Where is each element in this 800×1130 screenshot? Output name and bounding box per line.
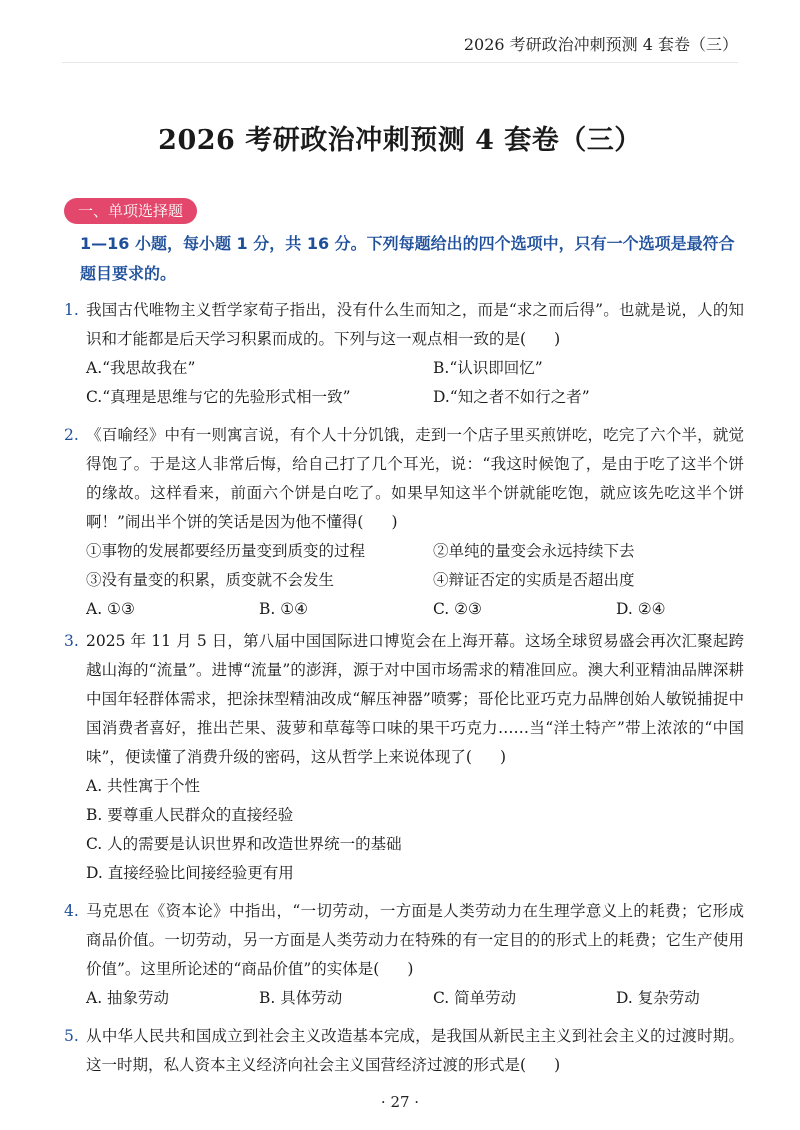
- option-a[interactable]: A. 共性寓于个性: [86, 777, 201, 795]
- statement-list: [86, 537, 744, 595]
- option-b[interactable]: B. 具体劳动: [259, 989, 343, 1007]
- section-badge: 一、单项选择题: [64, 198, 197, 224]
- option-b[interactable]: B. ①④: [259, 600, 309, 618]
- question-stem: [64, 1022, 744, 1080]
- option-d[interactable]: D. 复杂劳动: [616, 989, 700, 1007]
- option-c[interactable]: C. 简单劳动: [433, 989, 517, 1007]
- question-1: [64, 296, 744, 412]
- statement-3: ③没有量变的积累，质变就不会发生: [86, 571, 335, 589]
- question-number: 1.: [64, 301, 79, 319]
- option-b[interactable]: B.“认识即回忆”: [433, 359, 543, 377]
- option-list: [86, 772, 744, 888]
- stem-close: ): [554, 330, 561, 348]
- question-stem: [64, 421, 744, 537]
- stem-close: ): [391, 513, 398, 531]
- stem-close: ): [407, 960, 414, 978]
- question-stem: [64, 296, 744, 354]
- statement-4: ④辩证否定的实质是否超出度: [433, 571, 635, 589]
- option-c[interactable]: C. ②③: [433, 600, 482, 618]
- statement-1: ①事物的发展都要经历量变到质变的过程: [86, 542, 366, 560]
- question-5: [64, 1022, 744, 1080]
- option-d[interactable]: D. ②④: [616, 600, 666, 618]
- header-divider: [62, 62, 738, 63]
- stem-close: ): [499, 748, 507, 766]
- option-d[interactable]: D.“知之者不如行之者”: [433, 388, 590, 406]
- question-3: [64, 627, 744, 888]
- question-number: 3.: [64, 632, 79, 650]
- question-stem: [64, 627, 744, 772]
- stem-close: ): [554, 1056, 561, 1074]
- statement-2: ②单纯的量变会永远持续下去: [433, 542, 635, 560]
- question-4: [64, 897, 744, 1013]
- stem-text: 马克思在《资本论》中指出，“一切劳动，一方面是人类劳动力在生理学意义上的耗费；它形成商品价值。一切劳动，另一方面是人类劳动力在特殊的有一定目的的形式上的耗费；它生产使用价值”。这里所论述的“商品价值”的实体是(: [86, 902, 744, 978]
- question-2: [64, 421, 744, 624]
- option-list: [86, 595, 744, 624]
- question-number: 4.: [64, 902, 79, 920]
- question-stem: [64, 897, 744, 984]
- section-instructions: 1—16 小题，每小题 1 分，共 16 分。下列每题给出的四个选项中，只有一个选项是最符合题目要求的。: [80, 234, 735, 283]
- option-a[interactable]: A.“我思故我在”: [86, 359, 196, 377]
- stem-text: 《百喻经》中有一则寓言说，有个人十分饥饿，走到一个店子里买煎饼吃，吃完了六个半，就觉得饱了。于是这人非常后悔，给自己打了几个耳光，说：“我这时候饱了，是由于吃了这半个饼的缘故。这样看来，前面六个饼是白吃了。如果早知这半个饼就能吃饱，就应该先吃这半个饼啊！”闹出半个饼的笑话是因为他不懂得(: [86, 426, 744, 531]
- question-number: 5.: [64, 1027, 79, 1045]
- option-a[interactable]: A. ①③: [86, 600, 135, 618]
- stem-text: 我国古代唯物主义哲学家荀子指出，没有什么生而知之，而是“求之而后得”。也就是说，人的知识和才能都是后天学习积累而成的。下列与这一观点相一致的是(: [86, 301, 744, 348]
- page-title: 2026 考研政治冲刺预测 4 套卷（三）: [158, 125, 642, 156]
- running-header: 2026 考研政治冲刺预测 4 套卷（三）: [463, 35, 738, 54]
- option-b[interactable]: B. 要尊重人民群众的直接经验: [86, 806, 294, 824]
- page-number: · 27 ·: [380, 1093, 420, 1111]
- option-list: [86, 984, 744, 1013]
- option-c[interactable]: C.“真理是思维与它的先验形式相一致”: [86, 388, 351, 406]
- stem-text: 从中华人民共和国成立到社会主义改造基本完成，是我国从新民主主义到社会主义的过渡时期。这一时期，私人资本主义经济向社会主义国营经济过渡的形式是(: [86, 1027, 744, 1074]
- option-c[interactable]: C. 人的需要是认识世界和改造世界统一的基础: [86, 835, 402, 853]
- option-a[interactable]: A. 抽象劳动: [86, 989, 170, 1007]
- question-number: 2.: [64, 426, 79, 444]
- option-d[interactable]: D. 直接经验比间接经验更有用: [86, 864, 294, 882]
- option-list: [86, 354, 744, 412]
- stem-text: 2025 年 11 月 5 日，第八届中国国际进口博览会在上海开幕。这场全球贸易盛会再次汇聚起跨越山海的“流量”。进博“流量”的澎湃，源于对中国市场需求的精准回应。澳大利亚精油品牌深耕中国年轻群体需求，把涂抹型精油改成“解压神器”喷雾；哥伦比亚巧克力品牌创始人敏锐捕捉中国消费者喜好，推出芒果、菠萝和草莓等口味的果干巧克力……当“洋土特产”带上浓浓的“中国味”，便读懂了消费升级的密码，这从哲学上来说体现了(: [86, 632, 744, 766]
